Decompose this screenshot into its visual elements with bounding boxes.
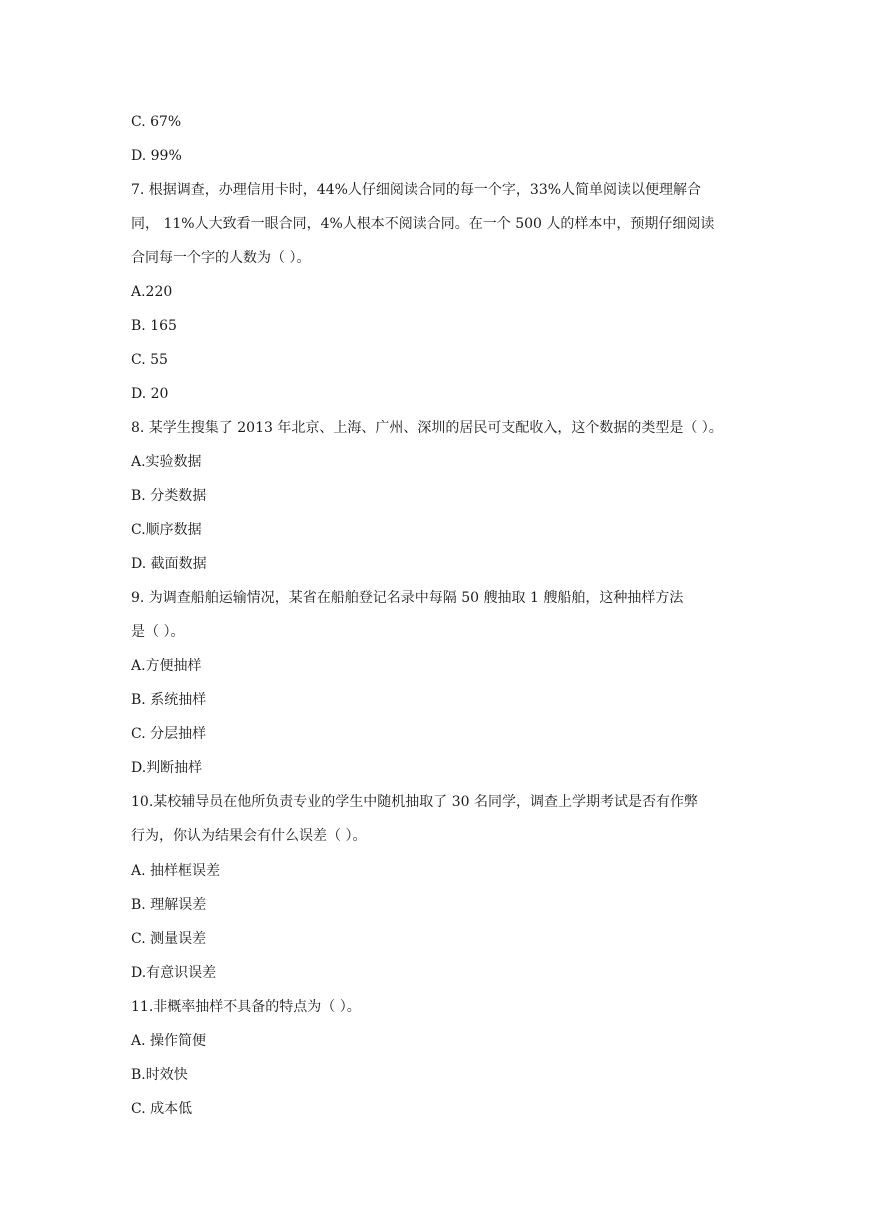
question-9-line-2: 是（ ）。: [131, 624, 185, 640]
question-7-option-a: A.220: [131, 284, 173, 300]
question-8-option-a: A.实验数据: [131, 454, 202, 470]
question-10-option-d: D.有意识误差: [131, 965, 217, 981]
option-c-67-percent: C. 67%: [131, 114, 182, 130]
question-10-line-1: 10.某校辅导员在他所负责专业的学生中随机抽取了 30 名同学，调查上学期考试是否有作弊: [131, 794, 698, 810]
question-11-line-1: 11.非概率抽样不具备的特点为（ ）。: [131, 999, 361, 1015]
question-10-option-b: B. 理解误差: [131, 897, 207, 913]
question-11-option-c: C. 成本低: [131, 1101, 193, 1117]
question-7-line-1: 7. 根据调查，办理信用卡时，44%人仔细阅读合同的每一个字，33%人简单阅读以便理解合: [131, 182, 702, 198]
question-11-option-b: B.时效快: [131, 1067, 188, 1083]
question-8-option-c: C.顺序数据: [131, 522, 202, 538]
question-8-line-1: 8. 某学生搜集了 2013 年北京、上海、广州、深圳的居民可支配收入，这个数据的类型是（ ）。: [131, 420, 723, 436]
question-7-line-2: 同， 11%人大致看一眼合同，4%人根本不阅读合同。在一个 500 人的样本中，预期仔细阅读: [131, 216, 715, 232]
question-9-option-c: C. 分层抽样: [131, 726, 207, 742]
question-11-option-a: A. 操作简便: [131, 1033, 207, 1049]
question-8-option-d: D. 截面数据: [131, 556, 207, 572]
question-8-option-b: B. 分类数据: [131, 488, 207, 504]
option-d-99-percent: D. 99%: [131, 148, 182, 164]
question-9-option-d: D.判断抽样: [131, 760, 203, 776]
question-9-line-1: 9. 为调查船舶运输情况，某省在船舶登记名录中每隔 50 艘抽取 1 艘船舶，这种抽样方法: [131, 590, 684, 606]
question-7-option-b: B. 165: [131, 318, 177, 334]
question-10-option-a: A. 抽样框误差: [131, 863, 221, 879]
question-10-option-c: C. 测量误差: [131, 931, 207, 947]
question-9-option-b: B. 系统抽样: [131, 692, 207, 708]
question-9-option-a: A.方便抽样: [131, 658, 202, 674]
question-7-option-d: D. 20: [131, 386, 169, 402]
question-7-line-3: 合同每一个字的人数为（ ）。: [131, 250, 311, 266]
question-10-line-2: 行为，你认为结果会有什么误差（ ）。: [131, 828, 367, 844]
question-7-option-c: C. 55: [131, 352, 168, 368]
